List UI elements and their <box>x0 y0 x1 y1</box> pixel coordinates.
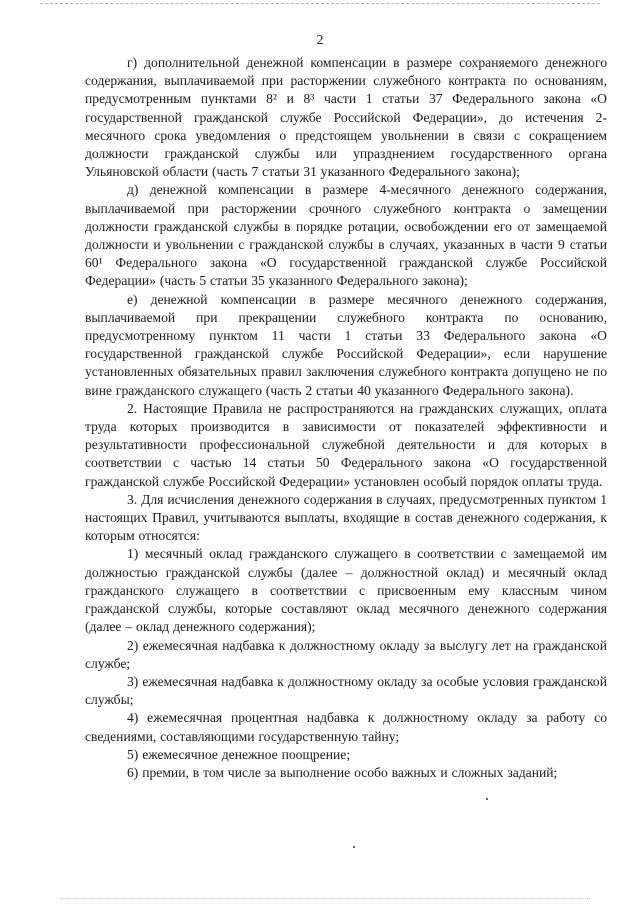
paragraph-2: 2. Настоящие Правила не распространяются на гражданских служащих, оплата труда которых производится в зависимости от показателей эффективности и результативности профессиональной служебной деятельности и для которых в соответствии с частью 14 статьи 50 Федерального закона «О государственной гражданской службе Российской Федерации» установлен особый порядок оплаты труда. <box>85 400 607 489</box>
list-item-2: 2) ежемесячная надбавка к должностному окладу за выслугу лет на гражданской службе; <box>85 637 607 671</box>
list-item-3: 3) ежемесячная надбавка к должностному окладу за особые условия гражданской службы; <box>85 673 607 708</box>
list-item-1: 1) месячный оклад гражданского служащего в соответствии с замещаемой им должностью гражданской службы (далее – должностной оклад) и месячный оклад гражданского служащего в соответствии с присвоенным ему классным чином гражданской службы, которые составляют оклад месячного денежного содержания (далее – оклад денежного содержания); <box>85 546 607 635</box>
document-body <box>85 54 607 782</box>
scan-speck <box>486 798 488 800</box>
scan-edge-bottom <box>60 898 590 899</box>
scan-speck <box>353 846 355 848</box>
scan-edge-top <box>40 3 600 4</box>
paragraph-d: д) денежной компенсации в размере 4-месячного денежного содержания, выплачиваемой при расторжении срочного служебного контракта о замещении должности гражданской службы в порядке ротации, освобождении его от замещаемой должности и увольнении с гражданской службы в случаях, указанных в части 9 статьи 60¹ Федерального закона «О государственной гражданской службе Российской Федерации» (часть 5 статьи 35 указанного Федерального закона); <box>85 182 607 289</box>
list-item-5: 5) ежемесячное денежное поощрение; <box>127 746 351 762</box>
paragraph-3: 3. Для исчисления денежного содержания в случаях, предусмотренных пунктом 1 настоящих Правил, учитываются выплаты, входящие в состав денежного содержания, к которым относятся: <box>85 491 607 544</box>
paragraph-g: г) дополнительной денежной компенсации в размере сохраняемого денежного содержания, выплачиваемой при расторжении служебного контракта по основаниям, предусмотренным пунктами 8² и 8³ части 1 статьи 37 Федерального закона «О государственной гражданской службе Российской Федерации», до истечения 2-месячного срока уведомления о предстоящем увольнении в связи с сокращением должности гражданской службы или упразднением государственного органа Ульяновской области (часть 7 статьи 31 указанного Федерального закона); <box>85 55 607 180</box>
list-item-4: 4) ежемесячная процентная надбавка к должностному окладу за работу со сведениями, составляющими государственную тайну; <box>85 710 607 744</box>
paragraph-e: е) денежной компенсации в размере месячного денежного содержания, выплачиваемой при прекращении служебного контракта по основанию, предусмотренному пунктом 11 части 1 статьи 33 Федерального закона «О государственной гражданской службе Российской Федерации», если нарушение установленных обязательных правил заключения служебного контракта допущено не по вине гражданского служащего (часть 2 статьи 40 указанного Федерального закона). <box>85 291 607 398</box>
page-number: 2 <box>316 33 324 48</box>
list-item-6: 6) премии, в том числе за выполнение особо важных и сложных заданий; <box>127 764 558 780</box>
